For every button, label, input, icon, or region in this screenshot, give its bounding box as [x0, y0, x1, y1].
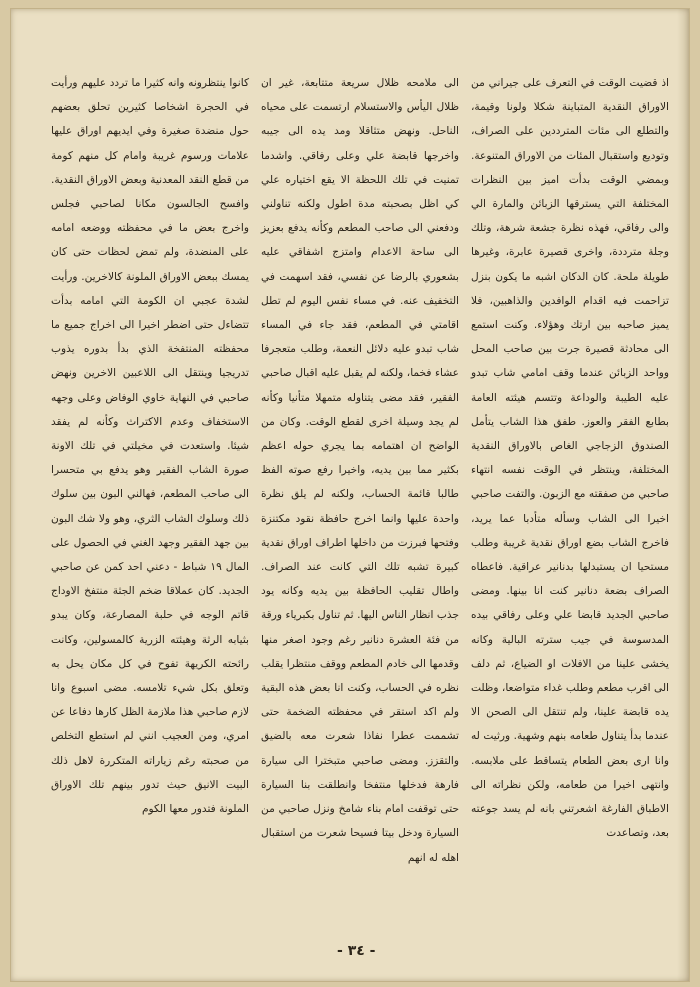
text-column-right — [471, 71, 669, 846]
column-left-text: كانوا ينتظرونه وانه كثيرا ما تردد عليهم ورأيت في الحجرة اشخاصا كثيرين تحلق بعضهم حول منضدة صغيرة وفي ايديهم اوراق عليها علامات ورسوم غريبة وامام كل منهم كومة من قطع النقد المعدنية وبعض الاوراق النقدية. وافسح الجالسون مكانا لصاحبي فجلس واخرج بعض ما في محفظته ووضعه امامه على المنضدة، ولم تمض لحظات حتى كان يمسك ببعض الاوراق الملونة كالاخرين. ورأيت لشدة عجبي ان الكومة التي امامه بدأت تتضاءل حتى اضطر اخيرا الى اخراج جميع ما محفظته المنتفخة الذي بدأ بدوره يذوب تدريجيا وينتقل الى اللاعبين الاخرين ونهض صاحبي في النهاية خاوي الوفاض وعلى وجهه الاستخفاف وعدم الاكتراث وكأنه لم يفقد شيئا. واستعدت في مخيلتي في تلك الاونة صورة الشاب الفقير وهو يدفع بي متحسرا الى صاحب المطعم، فهالني البون بين سلوك ذلك وسلوك الشاب الثري، وهو ولا شك البون بين جهد الفقير وجهد الغني في الحصول على المال ١٩ شباط - دعني احد كمن عن صاحبي الجديد. كان عملاقا ضخم الجثة منتفخ الاوداج قاتم الوجه في حلبة المصارعة، وكان يبدو بثيابه الرثة وهيئته الزرية كالمسولين، وكانت رائحته الكريهة تفوح في كل مكان يحل به وتعلق بكل شيء تلامسه. مضى اسبوع وانا لازم صاحبي هذا ملازمة الظل كارها دفاعا عن امري، ومن العجيب انني لم استطع التخلص من صحبته رغم زياراته المتكررة لاهل ذلك البيت الانيق حيث تدور بينهم تلك الاوراق الملونة فتدور معها الكوم — [51, 77, 249, 816]
page-number: - ٣٤ - — [337, 943, 376, 959]
text-column-middle — [261, 71, 459, 870]
column-right-text: اذ قضيت الوقت في التعرف على جيراني من الاوراق النقدية المتباينة شكلا ولونا وقيمة، والتطلع الى مئات المترددين على الصراف، وتوديع واستقبال المئات من الاوراق المتنوعة. وبمضي الوقت بدأت اميز بين النظرات المختلفة التي يسترقها الزبائن والمارة الي والى رفاقي، فهذه نظرة جشعة شرهة، وتلك وجلة مترددة، واخرى قصيرة عابرة، وغيرها طويلة ملحة. كان الدكان اشبه ما يكون بنزل تزاحمت فيه اقدام الوافدين والذاهبين، فلا يميز صاحبه بين ارتك وهؤلاء. وكنت استمع الى محادثة قصيرة جرت بين صاحب المحل وواحد الزبائن عندما وقف امامي شاب تبدو عليه الطيبة والوداعة وتتسم هيئته العامة بطابع الفقر والعوز. طفق هذا الشاب يتأمل الصندوق الزجاجي الغاص بالاوراق النقدية المختلفة، وينتظر في الوقت نفسه انتهاء صاحبي من صفقته مع الزبون. والتفت صاحبي اخيرا الى الشاب وسأله متأدبا عما يريد، فاخرج الشاب بضع اوراق نقدية غريبة وطلب مستحيا ان يستبدلها بدنانير عراقية. فاعطاه الصراف بضعة دنانير كنت انا بينها. ومضى صاحبي الجديد قابضا علي وعلى رفاقي بيده المدسوسة في جيب سترته البالية وكانه يخشى علينا من الافلات او الضياع، ثم دلف الى اقرب مطعم وطلب غداء متواضعا، وظلت يده قابضة علينا، ولم تنتقل الى الصحن الا عندما بدأ يتناول طعامه بنهم وشهية. ورثيت له وانا ارى بعض الطعام يتساقط على ملابسه. وانتهى اخيرا من طعامه، ولكن نظراته الى الاطباق الفارغة اشعرتني بانه لم يسد جوعته بعد، وتصاعدت — [471, 77, 669, 840]
document-page — [10, 8, 690, 982]
page-fold-shadow — [677, 9, 689, 981]
text-column-left — [51, 71, 249, 821]
column-middle-text: الى ملامحه ظلال سريعة متتابعة، غير ان ظلال اليأس والاستسلام ارتسمت على محياه الناحل. ونهض متثاقلا ومد يده الى جيبه واخرجها قابضة علي وعلى رفاقي. واشدما تمنيت في تلك اللحظة الا يقع اختياره علي كي اظل بصحبته مدة اطول ولكنه تناولني ودفعني الى صاحب المطعم وكأنه يدفع بعزيز الى ساحة الاعدام وامتزج اشفاقي عليه بشعوري بالرضا عن نفسي، فقد اسهمت في التخفيف عنه. في مساء نفس اليوم لم تطل اقامتي في المطعم، فقد جاء في المساء شاب تبدو عليه دلائل النعمة، وطلب متعجرفا عشاء فخما، ولكنه لم يقبل عليه اقبال صاحبي الفقير، فقد مضى يتناوله متمهلا متأنيا وكأنه لم يجد وسيلة اخرى لقطع الوقت. وكان من الواضح ان اهتمامه بما يجري حوله اعظم بكثير مما بين يديه، واخيرا رفع صوته الفظ طالبا قائمة الحساب، ولكنه لم يلق نظرة واحدة عليها وانما اخرج حافظة نقود مكتنزة وفتحها فبرزت من داخلها اطراف اوراق نقدية كبيرة تشبه تلك التي كانت عند الصراف. واطال تقليب الحافظة بين يديه وكانه يود جذب انظار الناس اليها. ثم تناول بكبرياء ورقة من فئة العشرة دنانير رغم وجود اصغر منها وقدمها الى خادم المطعم ووقف منتظرا يقلب نظره في الحساب، وكنت انا بعض هذه البقية ولم اكد استقر في محفظته الضخمة حتى تشممت عطرا نفاذا شعرت معه بالضيق والتقزز. ومضى صاحبي متبخترا الى سيارة فارهة فدخلها منتفخا وانطلقت بنا السيارة حتى توقفت امام بناء شامخ ونزل صاحبي من السيارة ودخل بيتا فسيحا شعرت من استقبال اهله له انهم — [261, 77, 459, 864]
